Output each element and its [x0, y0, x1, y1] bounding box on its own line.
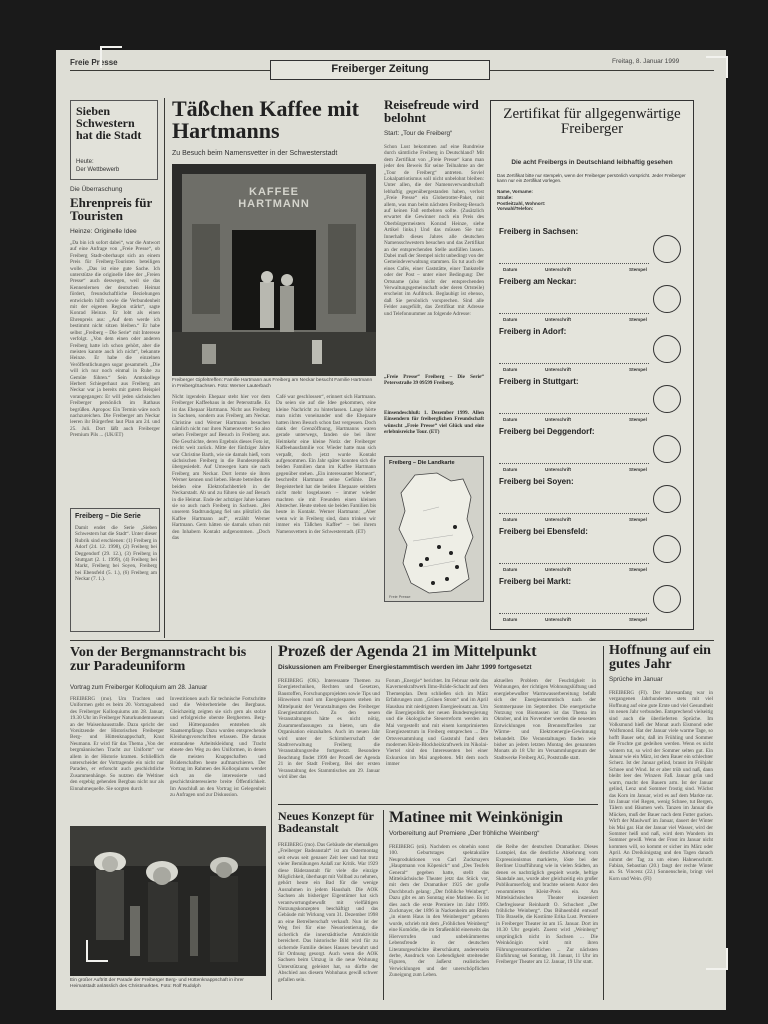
- newspaper-page: [56, 50, 726, 1010]
- reise-headline: Reisefreude wird belohnt: [384, 97, 479, 126]
- certificate-row-place: Freiberg bei Soyen:: [499, 477, 574, 486]
- certificate-row: [499, 277, 687, 325]
- certificate-row-place: Freiberg bei Deggendorf:: [499, 427, 595, 436]
- certificate-row-place: Freiberg in Sachsen:: [499, 227, 579, 236]
- hoffnung-body: FREIBERG (FI). Der Jahresanfang war in vergangenen Jahrhunderten stets mit viel Hoffnung auf eine gute Ernte und viel Gesundheit im neuen Jahr verbunden. Entsprechend vielseitig sind auch die überlieferten Sprüche. Im Volksmund hieß der Monat auch Eismond oder Wolfsmond. Hat der Januar viele warme Tage, so hofft Bauer sehr, daß im Frühling und Sommer die Fruchte gut gedeihen werden. Wenn es nicht wintern tut, so wird der Sommer selten gut. Ein Januar wie ein März, ist dem Bauer ein schlechter Scherz. Ist der Januar gelind, braust im Frühjahr Schnee und Wind. Ist er aber trüb und naß, dann bleibt leer des Winzers Faß. Januar grün und warm, macht den Bauern arm. Ist der Januar gelind, Lenz und Sommer frostig sind. Wächst das Korn im Januar, wird es auf dem Markte rar. Im Januar viel Regen, wenig Schnee, tut Bergen, Tälern und Bäumen weh. Tanzen im Januar die Mücken, muß der Bauer nach dem Futter gucken. Wirft der Maulwurf im Januar, dauert der Winter bis Mai gar. Hat der Januar viel Wasser, wird der Sommer heiß und naß, wird dem Wandern im Sommer gewiß. Wenn der Frost im Januar nicht kommen will, so kommt er sicher im März oder April. An Dreikönigstag und den Tagen danach nimmt der Tag zu um einen Hahnenschritt. Fabian, Sebastian (20.) fangt der rechte Winter an. St. Vincenz (22.) Sonnenschein, bringt viel Korn und Wein. (FI): [609, 690, 713, 882]
- label-signature: Unterschrift: [545, 367, 572, 372]
- agenda-rule: [278, 804, 598, 805]
- certificate-row: [499, 577, 687, 625]
- signature-line[interactable]: [499, 463, 649, 464]
- corner-mark-top-right: [706, 56, 728, 78]
- agenda-body-1: FREIBERG (OK). Interessante Themen zu Energietechniken, Rechten und Gesetzen, Baustoffen, Forschungsprojekten sowie Tips und Hinweisen rund um Energiesparen stehen im Mittelpunkt der Veranstaltungen des Freiberger Energiestammtisch. Zu den neuen Veranstaltungen hätte es nicht nötig, Zusammenfassungen zu bieten, um die Organisation einzuhalten. Auch im neuen Jahr wird unter der Schirmherrschaft der Stadtverwaltung Freiberg die Veranstaltungsreihe fortgesetzt. Besondere Beachtung findet 1999 der Prozeß der Agenda 21 in der Stadt Freiberg. Bei der ersten Veranstaltung des Stammtisches am 29. Januar wird über das: [278, 678, 380, 781]
- sidebar-subheadline: Heinze: Originelle Idee: [70, 228, 137, 235]
- map-credit: Freie Presse: [389, 595, 411, 599]
- label-date: Datum: [503, 267, 518, 272]
- signature-line[interactable]: [499, 513, 649, 514]
- column-rule: [164, 98, 165, 638]
- certificate-row: [499, 427, 687, 475]
- lead-headline: Täßchen Kaffee mit Hartmanns: [172, 96, 359, 144]
- stamp-circle[interactable]: [653, 335, 681, 363]
- reise-address: „Freie Presse“ Freiberg – Die Serie“ Petersstraße 39 09599 Freiberg.: [384, 374, 484, 387]
- section-rule: [70, 640, 714, 641]
- certificate-row-place: Freiberg bei Markt:: [499, 577, 572, 586]
- certificate-row-place: Freiberg am Neckar:: [499, 277, 577, 286]
- bergmann-photo-caption: Ein großer Auftritt der Parade der Freiberger Berg- und Hüttenknappschaft in ihrer Heimatstadt anlässlich des Christmarktes. Foto: Rolf Rudolph: [70, 978, 244, 989]
- column-rule-3: [383, 810, 384, 1000]
- certificate-row: [499, 227, 687, 275]
- map-box: [384, 456, 484, 602]
- stamp-circle[interactable]: [653, 285, 681, 313]
- kicker-box: [70, 100, 158, 180]
- label-signature: Unterschrift: [545, 317, 572, 322]
- germany-map: [393, 471, 477, 597]
- signature-line[interactable]: [499, 413, 649, 414]
- certificate: [490, 100, 694, 630]
- reise-body: Schon Lust bekommen auf eine Rundreise durch sämtliche Freiberg in Deutschland? Mit dem Zertifikat von „Freie Presse“ kann man jeder den Beweis für seine Teilnahme an der „Tour de Freiberg“ antreten. Soviel Lokalpatriotismus soll nicht unbelohnt bleiben: Unter allen, die der Namensverwandtschaft lebhaftig gegenübergestanden haben, verlost „Freie Presse“ ein Globetrotter-Paket, mit allem, was man beim nächsten Freiberg-Besuch auf keinen Fall entbehren sollte. (Zusätzlich erwartet die Gewinner noch ein Preis des Oberbürgermeisters Konrad Heinze, siehe Artikel links.) Und das müssen Sie tun: Innerhalb dieses Jahres alle deutschen Namensschwestern besuchen und das Zertifikat an der entsprechenden Stelle ausfüllen lassen. Dabei muß der Stempel nicht unbedingt von der Gemeindeverwaltung stammen. Es tut auch der eines Cafés, einer Gaststätte, einer Tankstelle oder der Post – unter einer Bedingung: Der Ortsname (also nicht der entsprechenden Verwaltungsgemeinschaft oder deren Ortsteile) erscheint im Aufdruck. Beglaubigt ist ebenso, daß Sie persönlich vorsprechen. Sind alle Felder ausgefüllt, das Zertifikat mit Adresse und Telefonnummer an folgende Adresse:: [384, 144, 484, 317]
- lead-body-right: Café war geschlossen“, erinnert sich Hartmann. Da seien sie auf die Idee gekommen, eine kleine Nachricht zu hinterlassen. Lange hörte man nichts voneinander und die Ehepaare hatten ihren Besuch schon fast vergessen. Doch dank der Grenzöffnung, Hartmanns waren gerade unterwegs, fanden sie bei ihrer Heimkehr eine kleine Notiz der Freiberger Kaffeehausfamilie vor. Wieder hatte man sich verpaßt, doch jetzt wurde Kontakt aufgenommen. Ein Jahr später konnten sich die beiden Familien dann im Kaffee Hartmann gegenüber stehen. „Ein interessanter Moment“, beschreibt Hartmann seine Gefühle. Die Begeisterheit hat die beiden Ehepaare seitdem nicht mehr losgelassen – immer wieder machten sie mit Freunden einen kleinen Abstecher. Heute stehen sie beiden Familien bis heute in Kontakt. Werner Hartmann: „Aber wenn wir in Freiberg sind, dann trinken wir immer ein Täßchen Kaffee“ – bei ihrem Namensvettern in der Schwesterstadt. (ET): [276, 394, 376, 535]
- label-date: Datum: [503, 567, 518, 572]
- signature-line[interactable]: [499, 363, 649, 364]
- masthead-rule-left: [70, 70, 270, 71]
- label-stamp: Stempel: [629, 517, 647, 522]
- certificate-fields: [497, 189, 647, 212]
- field-phone[interactable]: Vorwahl/Telefon:: [497, 206, 534, 212]
- hoffnung-subheadline: Sprüche im Januar: [609, 676, 663, 683]
- label-stamp: Stempel: [629, 467, 647, 472]
- masthead-title: Freiberger Zeitung: [270, 60, 490, 80]
- label-signature: Unterschrift: [545, 567, 572, 572]
- certificate-title: Zertifikat für allgegenwärtige Freiberger: [503, 106, 681, 138]
- sidebar-headline: Ehrenpreis für Touristen: [70, 195, 152, 224]
- certificate-row: [499, 377, 687, 425]
- label-stamp: Stempel: [629, 617, 647, 622]
- lead-photo: [172, 164, 376, 376]
- matinee-headline: Matinee mit Weinkönigin: [389, 809, 563, 826]
- stamp-circle[interactable]: [653, 535, 681, 563]
- certificate-row-place: Freiberg bei Ebensfeld:: [499, 527, 588, 536]
- label-signature: Unterschrift: [545, 617, 572, 622]
- label-date: Datum: [503, 367, 518, 372]
- certificate-row-place: Freiberg in Stuttgart:: [499, 377, 579, 386]
- certificate-row: [499, 477, 687, 525]
- label-date: Datum: [503, 317, 518, 322]
- signature-line[interactable]: [499, 563, 649, 564]
- bad-headline: Neues Konzept für Badeanstalt: [278, 809, 374, 836]
- label-signature: Unterschrift: [545, 417, 572, 422]
- field-city[interactable]: Postleitzahl, Wohnort:: [497, 200, 546, 206]
- matinee-body-1: FREIBERG (stü). Nachdem es ohnehin sonst 100. Geburtstages spektakuläre Neuproduktionen von Carl Zuckmayers „Hauptmann von Köpenick“ und „Des Teufels General“ gegeben hatte, stellt das Mittelsächsische Theater jetzt das Stück vor, mit dem der Dramatiker 1925 der große Durchbruch gelang: „Der fröhliche Weinberg“. Dazu gibt es am Sonntag eine Matinee. Es ist dies auch die erste Premiere im Jahr 1999. Zuckmayer, der 1896 in Nackenheim am Rhein „in einem Haus in den Weinbergen“ geboren wurde, schrieb mit dem „Fröhlichen Weinberg“ eine Komödie, die im Straßenbild einerseits das Hiervorrufen und unbekümmertes Lebensfreude in der deutschen Literaturgeschichte überschäumt, andererseits derbe, Ausdruck von Lebendigkeit streitender Figuren, der äußerst realistischen Verwicklungen und der unerschöpflichen Zuneigung zum Leben.: [389, 844, 489, 979]
- label-date: Datum: [503, 517, 518, 522]
- label-stamp: Stempel: [629, 367, 647, 372]
- label-stamp: Stempel: [629, 567, 647, 572]
- lead-photo-caption: Freiberger Gipfeltreffen: Familie Hartmann aus Freiberg am Neckar besucht Familie Hartmann in Freiberg/Sachsen. Foto: Werner Lauterbach: [172, 378, 373, 389]
- photo-sign: KAFFEE HARTMANN: [238, 186, 310, 210]
- article-overline: Die Überraschung: [70, 186, 123, 193]
- corner-mark-bottom-right: [706, 948, 728, 970]
- signature-line[interactable]: [499, 613, 649, 614]
- signature-line[interactable]: [499, 313, 649, 314]
- label-stamp: Stempel: [629, 417, 647, 422]
- hoffnung-headline: Hoffnung auf ein gutes Jahr: [609, 643, 711, 673]
- certificate-note: Das Zertifikat bitte nur stempeln, wenn der Freiberger persönlich vorspricht. Jeder Freiberger kann nur ein Zertifikat vorlegen.: [497, 173, 686, 184]
- bergmann-body-left: FREIBERG (mo). Um Trachten und Uniformen geht es beim 20. Vortragsabend des Freiberger Kolloquiums am 28. Januar, 19.30 Uhr im Freiberger Naturkundemuseum an der Waisenhausstraße. Dazu spricht der Vorsitzende der Historischen Freiberger Berg- und Hüttenknappschaft, Knut Neumann. Er wird für das Thema „Von der bergmännischen Tracht zur Uniform“ vor allem in der Historie kramen. Schließlich unterscheidet der Vortragende ein nicht nur Paraden, er erforscht auch geschichtliche Zusammenhänge. So nutzten die Weltiner den ergebig gehenden Bergbau nicht nur als Einnahmequelle. Sie sorgten durch: [70, 696, 164, 792]
- serie-box-title: Freiberg – Die Serie: [75, 513, 141, 520]
- field-name[interactable]: Name, Vorname:: [497, 189, 533, 194]
- sidebar-article-body: „Da bin ich sofort dabei“, war die Antwort auf eine Anfrage von „Freie Presse“, ob Freiberg Stadt-oberhaupt sich an einem Preis für Freiberg-Touristen beteiligen wolle. „Das ist eine gute Sache. Ich unterstütze die originelle Idee der „Freien Presse“ auch deswegen, weil sie das Kennenlernen der deutschen Heimat fördert, freundschaftliche Beziehungen entwickeln hilft sowie die Verbundenheit mit der eigenen Region stärkt“, sagte Konrad Heinze. Er lobt als einen Ehrenpreis aus: „Auf dem werde ich bestimmt nicht sitzen bleiben.“ Er habe selbst „Freiberg – Die Serie“ mit Interesse verfolgt. „Von dem einen oder anderen Freiberg hatte ich schon gehört, aber die meisten kannte auch ich nicht“, bekannte Heinze. Er habe die einzelnen Veröffentlichungen sogar gesammelt. „Die will ich nur noch einmal in Ruhe zu Gemüte führen.“ Sein Amtskollege Herbert Schiegerhaut aus Freiberg am Neckar war ja bereits mit gutem Beispiel vorangegangen: Er will jeden sächsischen Freiberger persönlich im Rathaus begrüßen. Apropos: Ein Termin wäre noch nachzureichen. Die Freiberger am Neckar leeren ihr Bürgerfest laut Plan am 24. und 25. Juli. Dort läßt auch Freiberger Premium Pils ... (UK/ET): [70, 240, 160, 439]
- bergmann-headline: Von der Bergmannstracht bis zur Paradeuniform: [70, 645, 247, 675]
- agenda-headline: Prozeß der Agenda 21 im Mittelpunkt: [278, 643, 537, 660]
- certificate-row: [499, 327, 687, 375]
- kicker-title: Sieben Schwestern hat die Stadt: [76, 104, 142, 143]
- lead-subheadline: Zu Besuch beim Namensvetter in der Schwesterstadt: [172, 150, 338, 157]
- certificate-subtitle: Die acht Freibergs in Deutschland leibhaftig gesehen: [511, 159, 673, 166]
- certificate-row-place: Freiberg in Adorf:: [499, 327, 567, 336]
- serie-box-body: Damit endet die Serie „Sieben Schwestern hat die Stadt“. Unter dieser Rubrik sind erschienen: (1) Freiberg in Adorf (24. 12. 1998), (2) Freiberg bei Deggendorf (29. 12.), (3) Freiberg in Stuttgart (2. 1. 1999), (4) Freiberg bei Markt, Freiberg bei Soyen, Freiberg bei Ebensfeld (5. 1.), (6) Freiberg am Neckar (7. 1.).: [75, 525, 157, 583]
- stamp-circle[interactable]: [653, 385, 681, 413]
- bad-body: FREIBERG (mo). Das Gebäude der ehemaligen „Freiberger Badeanstalt“ ist am Ostermontag seit etwas seit genauer Zeit leer und hat trotz vieler Bemühungen Anlaß zur Kritik. War 1929 diese Bäderanstalt für viele die einzige Möglichkeit, überhaupt mit Vollbad zu nehmen, gehört heute ein Bad für die wenige Ausnahmen in jedem Haushalt. Die AOK Sachsen als bisheriger Eigentümer hat sich verantwortungsbewußt mit vielfältigen Nutzungskonzepten beschäftigt und das Gebäude mit Wirkung vom 31. Dezember 1998 an eine Betreiberschaft verkauft. Nun ist der Weg frei für eine Neuorientierung, die sicherlich die innerstädtische Attraktivität bereichert. Das historische Bild wird für zu sichernde Familie deines Hauses bewahrt und für Ordnung gesorgt. Auch wenn die AOK Sachsen beim Umzug in die neue Wohnung Unterstützung geleistet hat, so dürfte der Abschied aus diesem Wohnhaus gewiß schwer gefallen sein.: [278, 842, 378, 983]
- label-signature: Unterschrift: [545, 517, 572, 522]
- reise-subheadline: Start: „Tour de Freiberg“: [384, 130, 453, 137]
- masthead-date: Freitag, 8. Januar 1999: [612, 58, 680, 65]
- masthead-left: Freie Presse: [70, 58, 118, 67]
- column-rule-2: [271, 646, 272, 1000]
- kicker-sub2: Der Wettbewerb: [76, 167, 120, 173]
- stamp-circle[interactable]: [653, 235, 681, 263]
- label-stamp: Stempel: [629, 317, 647, 322]
- label-date: Datum: [503, 617, 518, 622]
- label-date: Datum: [503, 417, 518, 422]
- stamp-circle[interactable]: [653, 585, 681, 613]
- lead-body-left: Nicht irgendein Ehepaar steht hier vor dem Freiberger Kaffeehaus in der Petersstraße. Es ist das Ehepaar Hartmann. Nicht aus Freiberg in Sachsen, sondern aus Freiberg am Neckar. Christine und Werner Hartmann besuchen nämlich nicht nur ihren Namensvetter: So also sehen Freiberger auf Besuch in Freiberg aus. Die Geschichte, deren Ergebnis dieses Foto ist, reicht weit zurück. Mitte der fünfziger Jahre war Christine Barth, wie sie damals hieß, vom sächsischen Freiberg in die Bundesrepublik übergesiedelt. Auf Umwegen kam sie nach Freiberg am Neckar. Dort lernte sie ihren Werner kennen und lieben. Heute betreiben die beiden eine Elektrofachbetrieb in der Neckarstadt. Ab und zu führen sie auf Besuch in die Heimat. Ende der achtziger Jahre kamen sie so auch nach Freiberg in Sachsen. „Bei unserem Stadtrundgang fiel uns plötzlich das Kaffee Hartmann auf“, erzählt Werner Hartmann. Gern hätten sie damals schon mit den Inhabern Kontakt aufgenommen. „Doch das: [172, 394, 270, 541]
- field-street[interactable]: Straße:: [497, 194, 513, 200]
- reise-closing: Einsendeschluß: 1. Dezember 1999. Allen Einsendern für freiberglichen Freundschaft wünscht „Freie Presse“ viel Glück und eine erlebnisreiche Tour. (ET): [384, 410, 484, 436]
- stamp-circle[interactable]: [653, 485, 681, 513]
- label-signature: Unterschrift: [545, 267, 572, 272]
- signature-line[interactable]: [499, 263, 649, 264]
- label-stamp: Stempel: [629, 267, 647, 272]
- corner-mark-bottom-left: [86, 940, 108, 962]
- corner-mark-top-left: [100, 46, 122, 68]
- matinee-subheadline: Vorbereitung auf Premiere „Der fröhliche Weinberg“: [389, 830, 540, 837]
- serie-box: [70, 508, 160, 632]
- label-signature: Unterschrift: [545, 467, 572, 472]
- agenda-body-3: aktuellen Problem der Feuchtigkeit in Wohnungen, der richtigen Wohnungslüftung und energiebewußter Warmwasserbereitung befaßt sich der Energiestammtisch nach der Sommerpause im September. Die energetische Nutzung von Biomassen ist das Thema im Oktober, und im November werden die neuesten Entwicklungen von Brennstoffzellen zur Wärme- und Elektroenergie-Gewinnung behandelt. Die Veranstaltungen finden wie bisher an jedem letzten Montag des genannten Monats ab 18 Uhr im Versammlungsraum der Stadtwerke Freiberg AG, Poststraße statt.: [494, 678, 596, 761]
- kicker-sub: Heute:: [76, 159, 94, 165]
- label-date: Datum: [503, 467, 518, 472]
- bergmann-subheadline: Vortrag zum Freiberger Kolloquium am 28. Januar: [70, 684, 208, 691]
- agenda-body-2: Forum „Energie“ berichtet. Im Februar steht das Kavernenkraftwerk Ilmo-Bräde-Schacht auf dem Themenplan. Dem schließen sich im März Erfahrungen zum „Grünen Strom“ und im April Hausbau mit niedrigstem Energieeinsatz an. Um die Energiepolitik der neuen Bundesregierung und die ökologische Steuerreform werden im Mai vorgestellt und mit einem komprimierten Energiezentrum in Freiberg entsprechen ... Die Ortsversammlung und Gaststuhl fand dem modernen Klein-Blockheizkraftwerk im Nikolai-Viertel sind den Interessenten bei einer Exkursion im Mai angeboten. Mit dem noch immer: [386, 678, 488, 768]
- column-rule-4: [603, 646, 604, 1000]
- agenda-subheadline: Diskussionen am Freiberger Energiestammtisch werden im Jahr 1999 fortgesetzt: [278, 664, 532, 671]
- map-title: Freiberg – Die Landkarte: [389, 460, 455, 466]
- matinee-body-2: die Reihe der deutschen Dramatiker. Dieses Lustspiel, das die deutliche Abkehrung vom Expressionismus markierte, löste bei der Berliner Uraufführung wie in vielen Städten, an denen es nachträglich gespielt wurde, heftige Skandale aus, wurde aber gleichzeitig ein großer Publikumserfolg und brachte seinem Autor den renommierten Kleist-Preis ein. Am Mittelsächsischen Theater inszeniert Chefregisseur Reinhardt O. Schuchert „Der fröhliche Weinberg“. Das Bühnenbild entwarf Tilo Braselle, die Kostüme Erika Lust. Premiere in Freiberger Theater ist am 15. Januar. Dort im 10.30 Uhr gespielt. Zuerst wird „Weinberg“ ursprünglich nicht in Sachsen ... Die Weinkönigin wird mit ihren Führungsverantwortlichen ... Zur nächsten Einführung sei Sonntag, 10. Januar, 11 Uhr im Freiberger Theater am 12. Januar, 19 Uhr statt.: [496, 844, 598, 966]
- certificate-row: [499, 527, 687, 575]
- bergmann-body-right: Investitionen auch für technische Fortschritte und die Weiterbetriebe des Bergbaus. Gleichzeitig zeigten sie sich gern als stolze und erfolgreiche oberste Bergherren. Berg- und Hüttenparaden entstehen als Staatsempfänge. Dazu wurden entsprechende Kleidungsvorschriften erlassen. Die daraus entstandene Arbeitskleidung und Tracht ebnete den Weg zu den Uniformen, in denen die meisten Knappschaften und Brüderschaften heute aufmarschieren. Der Vortrag im Rahmen des Kolloquiums wendet sich an die interessierte und geschichtsinteressierte breite Öffentlichkeit. Im Anschluß an den Vortrag ist Gelegenheit zu Anfragen und zur Diskussion.: [170, 696, 266, 799]
- masthead-rule-right: [490, 70, 714, 71]
- stamp-circle[interactable]: [653, 435, 681, 463]
